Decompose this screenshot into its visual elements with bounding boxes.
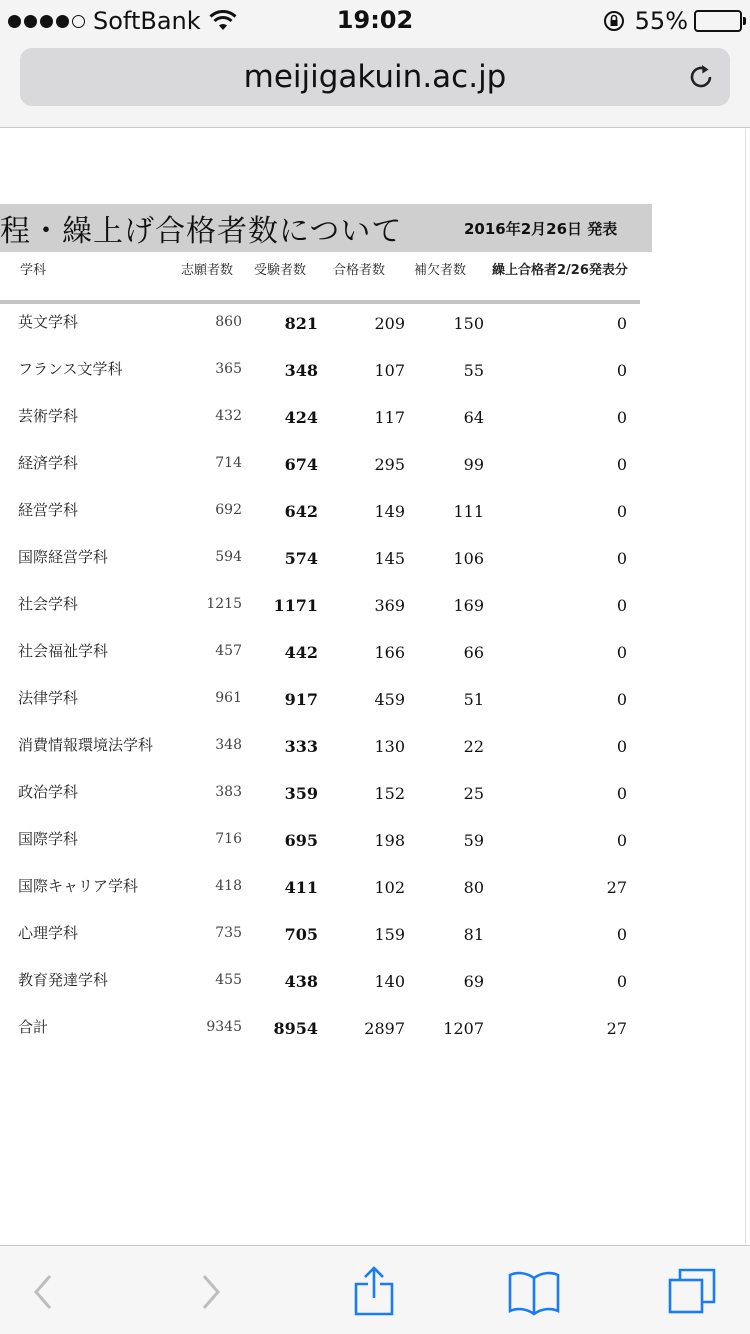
table-row [0,690,640,730]
table-row [0,361,640,401]
forward-chevron-icon[interactable] [184,1264,240,1320]
address-bar[interactable] [20,48,730,106]
cell-applicants: 365 [215,361,242,377]
department-name: 国際学科 [18,830,79,848]
table-row [0,784,640,824]
announce-date: 2016年2月26日 発表 [464,220,618,238]
cell-applicants: 383 [215,784,242,800]
page-title: 程・繰上げ合格者数について [0,214,403,249]
cell-examinees: 411 [284,878,318,897]
cell-applicants: 692 [215,502,242,518]
cell-passed: 166 [374,643,405,662]
cell-promoted: 0 [616,549,627,568]
cell-passed: 2897 [364,1019,405,1038]
web-page [0,129,750,1245]
cell-applicants: 457 [215,643,242,659]
department-name: 社会福祉学科 [18,642,109,660]
cell-applicants: 418 [215,878,242,894]
department-name: 合計 [18,1018,49,1036]
cell-applicants: 9345 [206,1019,242,1035]
battery-percent: 55% [634,7,688,35]
cell-passed: 159 [374,925,405,944]
cell-passed: 117 [374,408,405,427]
department-name: 芸術学科 [18,407,79,425]
header-divider [0,300,640,304]
browser-toolbar [0,1245,750,1334]
department-name: 経営学科 [18,501,79,519]
url-text[interactable]: meijigakuin.ac.jp [243,59,507,95]
cell-examinees: 821 [284,314,318,333]
cell-waitlist: 1207 [443,1019,484,1038]
cell-examinees: 359 [284,784,318,803]
cell-promoted: 0 [616,690,627,709]
cell-passed: 369 [374,596,405,615]
table-row [0,643,640,683]
cell-examinees: 348 [284,361,318,380]
cell-waitlist: 111 [453,502,484,521]
rotation-lock-icon [603,10,625,32]
cell-applicants: 432 [215,408,242,424]
cell-passed: 209 [374,314,405,333]
cell-promoted: 27 [606,878,627,897]
cell-passed: 295 [374,455,405,474]
cell-applicants: 594 [215,549,242,565]
header-applicants: 志願者数 [181,263,234,278]
cell-waitlist: 66 [463,643,484,662]
clock: 19:02 [336,6,414,34]
department-name: 消費情報環境法学科 [18,736,154,754]
department-name: フランス文学科 [18,360,123,378]
cell-passed: 130 [374,737,405,756]
department-name: 教育発達学科 [18,971,109,989]
share-icon[interactable] [346,1264,402,1320]
cell-examinees: 674 [284,455,318,474]
department-name: 経済学科 [18,454,79,472]
cell-promoted: 0 [616,831,627,850]
cell-applicants: 348 [215,737,242,753]
tabs-icon[interactable] [664,1264,720,1320]
table-row [0,314,640,354]
cell-promoted: 0 [616,925,627,944]
page-scrollbar[interactable] [745,129,750,1245]
table-row [0,408,640,448]
table-row [0,878,640,918]
cell-passed: 149 [374,502,405,521]
cell-passed: 102 [374,878,405,897]
department-name: 心理学科 [18,924,79,942]
cell-waitlist: 25 [463,784,484,803]
cell-examinees: 333 [284,737,318,756]
header-passed: 合格者数 [333,263,386,278]
cell-examinees: 705 [284,925,318,944]
cell-passed: 107 [374,361,405,380]
cell-waitlist: 64 [463,408,484,427]
cell-promoted: 0 [616,972,627,991]
bookmarks-icon[interactable] [506,1264,562,1320]
cell-promoted: 0 [616,737,627,756]
back-chevron-icon[interactable] [14,1264,70,1320]
cell-applicants: 860 [215,314,242,330]
department-name: 国際経営学科 [18,548,109,566]
cell-waitlist: 106 [453,549,484,568]
table-title-band [0,204,652,252]
cell-promoted: 0 [616,784,627,803]
cell-applicants: 735 [215,925,242,941]
cell-examinees: 642 [284,502,318,521]
cell-applicants: 961 [215,690,242,706]
header-promoted: 繰上合格者2/26発表分 [492,263,628,278]
cell-examinees: 424 [284,408,318,427]
table-row [0,831,640,871]
table-row [0,596,640,636]
cell-applicants: 455 [215,972,242,988]
cell-waitlist: 81 [463,925,484,944]
cell-promoted: 0 [616,596,627,615]
cell-waitlist: 69 [463,972,484,991]
header-waitlist: 補欠者数 [414,263,467,278]
cell-examinees: 8954 [273,1019,318,1038]
reload-icon[interactable] [686,62,716,92]
cell-examinees: 438 [284,972,318,991]
browser-address-area [0,40,750,128]
battery-icon [694,10,742,32]
status-bar [0,0,750,40]
cell-examinees: 1171 [273,596,318,615]
department-name: 政治学科 [18,783,79,801]
department-name: 英文学科 [18,313,79,331]
header-department: 学科 [20,263,47,278]
cell-promoted: 0 [616,408,627,427]
cell-waitlist: 51 [463,690,484,709]
cell-waitlist: 80 [463,878,484,897]
cell-waitlist: 55 [463,361,484,380]
table-row [0,972,640,1012]
cell-promoted: 27 [606,1019,627,1038]
cell-waitlist: 99 [463,455,484,474]
cell-promoted: 0 [616,314,627,333]
cell-examinees: 695 [284,831,318,850]
cell-promoted: 0 [616,643,627,662]
cell-promoted: 0 [616,502,627,521]
table-row [0,737,640,777]
cell-examinees: 574 [284,549,318,568]
table-row [0,549,640,589]
cell-examinees: 442 [284,643,318,662]
cell-passed: 140 [374,972,405,991]
cell-passed: 198 [374,831,405,850]
cell-applicants: 714 [215,455,242,471]
cell-waitlist: 22 [463,737,484,756]
cell-examinees: 917 [284,690,318,709]
cell-waitlist: 150 [453,314,484,333]
department-name: 社会学科 [18,595,79,613]
cell-passed: 145 [374,549,405,568]
cell-applicants: 716 [215,831,242,847]
table-row [0,925,640,965]
department-name: 国際キャリア学科 [18,877,139,895]
cell-passed: 152 [374,784,405,803]
cell-waitlist: 169 [453,596,484,615]
cell-promoted: 0 [616,455,627,474]
header-examinees: 受験者数 [254,263,307,278]
status-right [603,6,742,36]
cell-promoted: 0 [616,361,627,380]
table-row [0,455,640,495]
total-row [0,1019,640,1059]
table-row [0,502,640,542]
carrier-name: SoftBank [93,7,201,35]
cell-passed: 459 [374,690,405,709]
cell-applicants: 1215 [206,596,242,612]
cell-waitlist: 59 [463,831,484,850]
department-name: 法律学科 [18,689,79,707]
